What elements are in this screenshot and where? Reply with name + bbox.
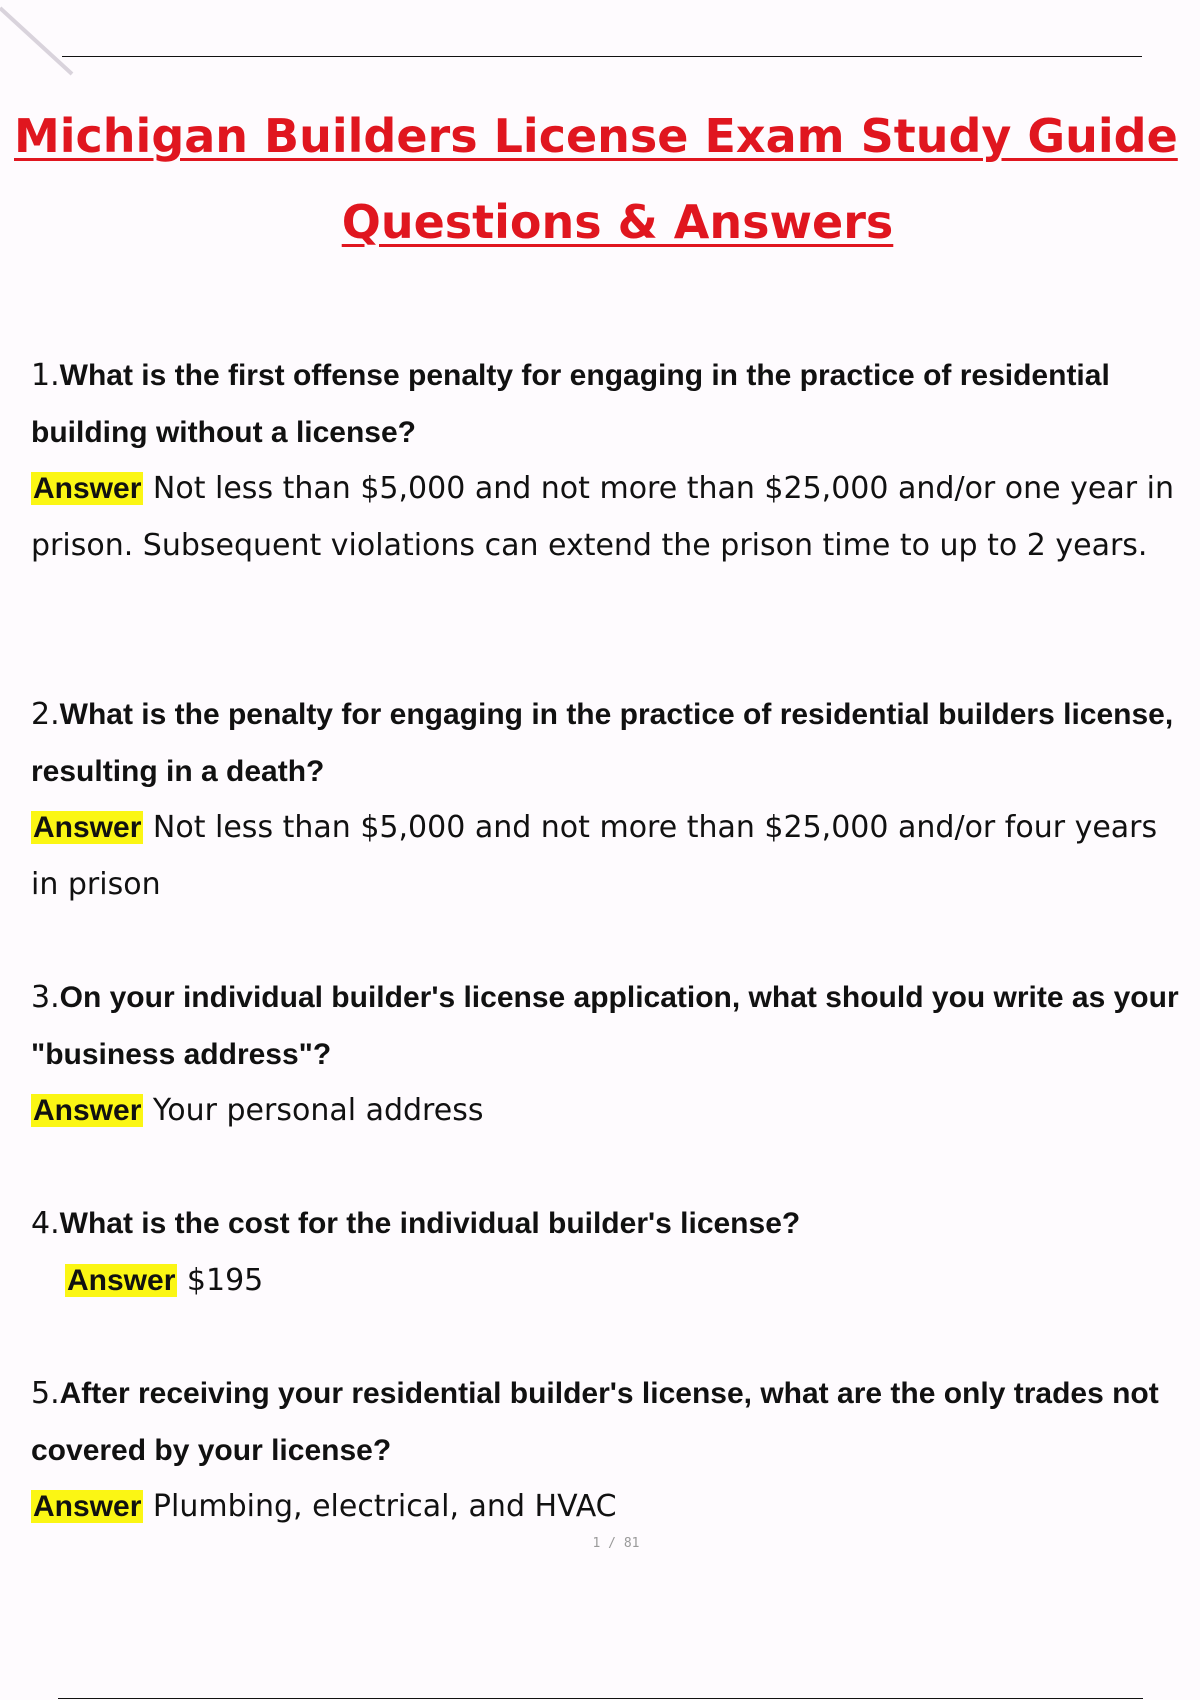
question-number: 5. <box>31 1376 60 1411</box>
question-number: 3. <box>31 980 60 1015</box>
qa-item-1 <box>31 348 1181 574</box>
answer-label: Answer <box>33 472 142 505</box>
answer-label: Answer <box>67 1263 176 1297</box>
answer-text: $195 <box>186 1262 264 1298</box>
question-text: What is the penalty for engaging in the practice of residential builders license, resulting in a death? <box>31 698 1174 788</box>
question-number: 1. <box>31 358 60 393</box>
answer-3 <box>31 1083 1181 1140</box>
corner-fold-mark <box>0 0 90 90</box>
answer-label: Answer <box>33 1094 142 1127</box>
question-5 <box>31 1366 1181 1479</box>
answer-2 <box>31 800 1181 913</box>
document-subtitle: Questions & Answers <box>341 195 894 249</box>
page-number: 1 / 81 <box>592 1536 640 1551</box>
qa-item-5 <box>31 1366 1181 1536</box>
answer-5 <box>31 1479 1181 1536</box>
answer-4 <box>31 1253 1181 1310</box>
question-3 <box>31 970 1181 1083</box>
question-1 <box>31 348 1181 461</box>
answer-text: Your personal address <box>152 1093 484 1128</box>
qa-item-3 <box>31 970 1181 1140</box>
question-2 <box>31 687 1181 800</box>
question-number: 4. <box>31 1206 60 1241</box>
answer-text: Not less than $5,000 and not more than $25,000 and/or one year in prison. Subsequent violations can extend the prison time to up to 2 years. <box>31 471 1174 563</box>
question-text: What is the cost for the individual builder's license? <box>59 1207 801 1240</box>
answer-label: Answer <box>33 811 142 844</box>
qa-item-2 <box>31 687 1181 913</box>
question-text: What is the first offense penalty for engaging in the practice of residential building without a license? <box>31 359 1110 449</box>
question-text: On your individual builder's license application, what should you write as your "business address"? <box>31 981 1179 1071</box>
answer-text: Not less than $5,000 and not more than $25,000 and/or four years in prison <box>31 810 1158 902</box>
answer-1 <box>31 461 1181 574</box>
question-4 <box>31 1196 1181 1253</box>
question-text: After receiving your residential builder's license, what are the only trades not covered by your license? <box>31 1377 1159 1467</box>
answer-label: Answer <box>33 1490 142 1523</box>
footer-rule <box>58 1698 1143 1699</box>
header-rule <box>62 56 1142 57</box>
question-number: 2. <box>31 697 60 732</box>
answer-text: Plumbing, electrical, and HVAC <box>152 1489 617 1524</box>
qa-item-4 <box>31 1196 1181 1309</box>
document-title: Michigan Builders License Exam Study Guide <box>14 109 1178 163</box>
